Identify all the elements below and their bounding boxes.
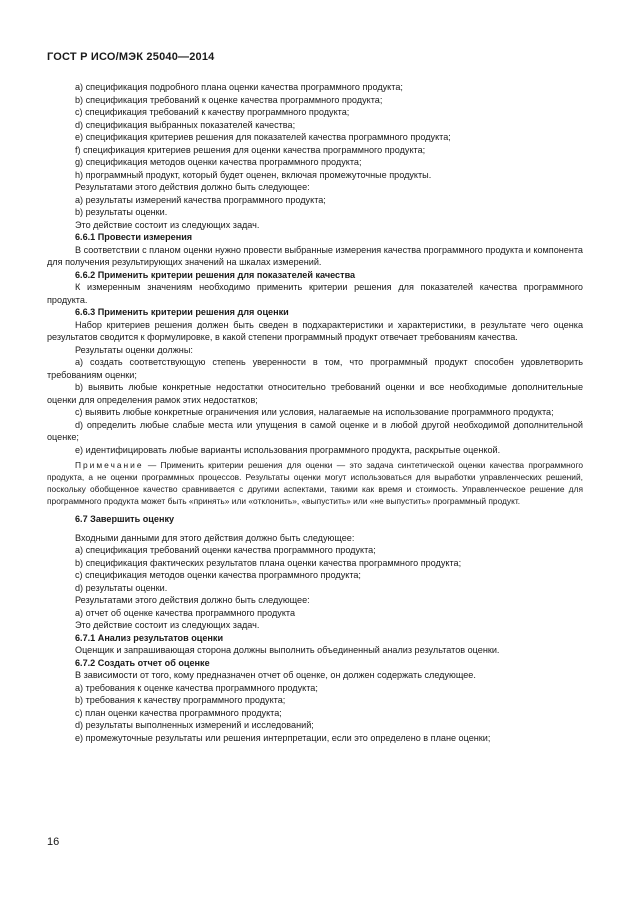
list-item: f) спецификация критериев решения для оценки качества программного продукта; bbox=[75, 144, 426, 155]
paragraph: Набор критериев решения должен быть сведен в подхарактеристики и характеристики, в результате чего оценка результатов сводится к формулировке, в какой степени программный продукт отвечает требованиям качества. bbox=[47, 319, 583, 342]
note-label: Примечание bbox=[75, 460, 144, 470]
paragraph: Это действие состоит из следующих задач. bbox=[75, 219, 260, 230]
paragraph: В зависимости от того, кому предназначен отчет об оценке, он должен содержать следующее. bbox=[75, 670, 476, 680]
page-body bbox=[47, 81, 583, 744]
list-item: c) спецификация требований к качеству программного продукта; bbox=[75, 107, 350, 117]
list-item: d) определить любые слабые места или упущения в самой оценке и в любой другой необходимой дополнительной оценке; bbox=[47, 419, 583, 442]
list-item: e) промежуточные результаты или решения интерпретации, если это определено в плане оценки; bbox=[75, 732, 491, 743]
list-item: a) создать соответствующую степень уверенности в том, что программный продукт способен удовлетворить требованиям оценки; bbox=[47, 357, 583, 380]
list-item: g) спецификация методов оценки качества программного продукта; bbox=[75, 157, 362, 167]
paragraph: В соответствии с планом оценки нужно провести выбранные измерения качества программного продукта и компонента для получения результирующих значений на шкалах измерений. bbox=[47, 244, 583, 267]
page-number: 16 bbox=[47, 836, 60, 848]
list-item: b) спецификация фактических результатов плана оценки качества программного продукта; bbox=[75, 557, 462, 568]
paragraph: К измеренным значениям необходимо применить критерии решения для показателей качества программного продукта. bbox=[47, 282, 583, 305]
list-item: a) спецификация требований оценки качества программного продукта; bbox=[75, 545, 376, 555]
section-heading: 6.7.1 Анализ результатов оценки bbox=[75, 632, 224, 643]
list-item: a) спецификация подробного плана оценки качества программного продукта; bbox=[75, 82, 403, 92]
document-header: ГОСТ Р ИСО/МЭК 25040—2014 bbox=[47, 51, 215, 63]
list-item: b) выявить любые конкретные недостатки относительно требований оценки и все необходимые дополнительные оценки для определения рамок этих недостатков; bbox=[47, 382, 583, 405]
list-item: h) программный продукт, который будет оценен, включая промежуточные продукты. bbox=[75, 169, 432, 180]
paragraph: Результатами этого действия должно быть следующее: bbox=[75, 182, 310, 192]
paragraph: Это действие состоит из следующих задач. bbox=[75, 620, 260, 630]
paragraph: Результаты оценки должны: bbox=[75, 344, 193, 355]
list-item: c) план оценки качества программного продукта; bbox=[75, 707, 282, 718]
list-item: d) спецификация выбранных показателей качества; bbox=[75, 119, 296, 130]
list-item: b) требования к качеству программного продукта; bbox=[75, 695, 286, 705]
section-heading: 6.6.3 Применить критерии решения для оценки bbox=[75, 307, 289, 317]
list-item: e) спецификация критериев решения для показателей качества программного продукта; bbox=[75, 132, 451, 142]
note bbox=[47, 459, 583, 507]
list-item: d) результаты оценки. bbox=[75, 582, 168, 593]
section-heading: 6.7 Завершить оценку bbox=[75, 514, 175, 524]
list-item: a) требования к оценке качества программного продукта; bbox=[75, 682, 318, 693]
note-text: — Применить критерии решения для оценки — это задача синтетической оценки качества программного продукта, а не оценки программных процессов. Результаты оценки могут использоваться для выработки управленческих решений, поскольку обобщенное качество сравнивается с другими аспектами, такими как время и стоимость. Управленческое решение для программного продукта может быть «принять» или «отклонить», «выпустить» или «не выпустить» программный продукт. bbox=[47, 460, 583, 506]
section-heading: 6.6.1 Провести измерения bbox=[75, 232, 193, 242]
list-item: b) результаты оценки. bbox=[75, 207, 168, 217]
list-item: a) результаты измерений качества программного продукта; bbox=[75, 194, 326, 205]
list-item: c) выявить любые конкретные ограничения или условия, налагаемые на использование программного продукта; bbox=[75, 407, 554, 417]
section-heading: 6.7.2 Создать отчет об оценке bbox=[75, 657, 210, 668]
paragraph: Оценщик и запрашивающая сторона должны выполнить объединенный анализ результатов оценки. bbox=[75, 645, 500, 655]
paragraph: Результатами этого действия должно быть следующее: bbox=[75, 595, 310, 605]
section-heading: 6.6.2 Применить критерии решения для показателей качества bbox=[75, 269, 356, 280]
paragraph: Входными данными для этого действия должно быть следующее: bbox=[75, 532, 355, 543]
list-item: c) спецификация методов оценки качества программного продукта; bbox=[75, 570, 361, 580]
list-item: e) идентифицировать любые варианты использования программного продукта, раскрытые оценкой. bbox=[75, 444, 501, 455]
list-item: a) отчет об оценке качества программного продукта bbox=[75, 607, 296, 618]
list-item: b) спецификация требований к оценке качества программного продукта; bbox=[75, 94, 383, 105]
list-item: d) результаты выполненных измерений и исследований; bbox=[75, 720, 314, 730]
